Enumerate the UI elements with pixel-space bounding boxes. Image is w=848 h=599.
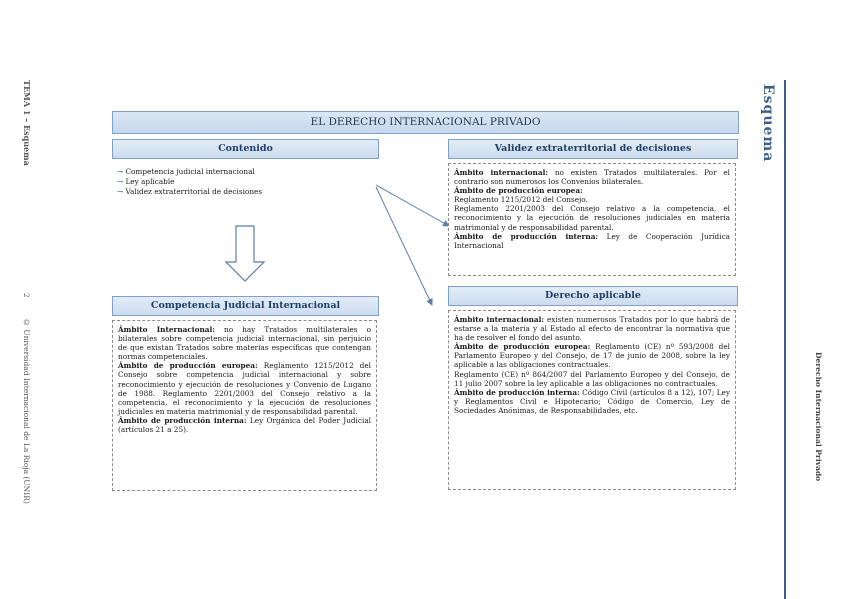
derecho-p2: Ámbito de producción europea: Reglamento (CE) nº 593/2008 del Parlamento Europeo y del Consejo, de 17 de junio de 2008, sobre la ley aplicable a las obligaciones contractuales.: [454, 342, 730, 370]
competencia-box: [112, 320, 377, 491]
copyright-notice: © Universidad Internacional de La Rioja (UNIR): [22, 318, 31, 504]
list-item: → Ley aplicable: [117, 177, 175, 186]
validez-p2-text: Reglamento 1215/2012 del Consejo.: [454, 195, 588, 205]
page-number: 2: [22, 293, 30, 298]
page-header-topic: TEMA 1 – Esquema: [22, 80, 32, 166]
validez-p4: Ámbito de producción interna: Ley de Cooperación Jurídica Internacional: [454, 231, 730, 250]
connector-to-validez: [376, 185, 449, 226]
validez-p2: Ámbito de producción europea:: [454, 186, 583, 196]
validez-p1: Ámbito internacional: no existen Tratados multilaterales. Por el contrario son numerosos los Convenios bilaterales.: [454, 168, 730, 187]
connector-to-derecho: [376, 187, 432, 305]
arrow-right-icon: →: [117, 187, 126, 196]
arrow-right-icon: →: [117, 167, 126, 176]
derecho-heading: Derecho aplicable: [448, 286, 738, 306]
competencia-heading: Competencia Judicial Internacional: [112, 296, 379, 316]
arrow-right-icon: →: [117, 177, 126, 186]
competencia-p1: Ámbito Internacional: no hay Tratados multilaterales o bilaterales sobre competencia judicial internacional, sin perjuicio de que existan Tratados sobre materias específicas que contengan normas competenciales.: [118, 325, 371, 362]
competencia-p2: Ámbito de producción europea: Reglamento 1215/2012 del Consejo sobre competencia judicial internacional y sobre reconocimiento y ejecución de resoluciones y Convenio de Lugano de 1988. Reglamento 2201/2003 del Consejo relativo a la competencia, el reconocimiento y la ejecución de resoluciones judiciales en materia matrimonial y de responsabilidad parental.: [118, 361, 371, 416]
derecho-p4: Ámbito de producción interna: Código Civil (artículos 8 a 12), 107; Ley y Reglamentos Civil e Hipotecario; Código de Comercio, Ley de Sociedades Anónimas, de Responsabilidades, etc.: [454, 387, 730, 415]
derecho-box: [448, 310, 736, 490]
validez-heading: Validez extraterritorial de decisiones: [448, 139, 738, 159]
derecho-p3: Reglamento (CE) nº 864/2007 del Parlamento Europeo y del Consejo, de 11 julio 2007 sobre la ley aplicable a las obligaciones no contractuales.: [454, 369, 730, 388]
derecho-p1: Ámbito internacional: existen numerosos Tratados por lo que habrá de estarse a la materia y al Estado al efecto de encontrar la normativa que ha de resolver el fondo del asunto.: [454, 315, 730, 343]
validez-p3: Reglamento 2201/2003 del Consejo relativo a la competencia, el reconocimiento y la ejecución de resoluciones judiciales en materia matrimonial y de responsabilidad parental.: [454, 204, 730, 232]
contenido-heading: Contenido: [112, 139, 379, 159]
section-title: Esquema: [760, 84, 776, 163]
validez-box: [448, 163, 736, 276]
diagram-title: EL DERECHO INTERNACIONAL PRIVADO: [112, 111, 739, 134]
competencia-p3: Ámbito de producción interna: Ley Orgánica del Poder Judicial (artículos 21 a 25).: [118, 415, 371, 435]
subject-label: Derecho Internacional Privado: [814, 352, 823, 482]
down-arrow-icon: [226, 226, 264, 281]
list-item: → Competencia judicial internacional: [117, 167, 255, 176]
list-item: → Validez extraterritorial de decisiones: [117, 187, 263, 196]
